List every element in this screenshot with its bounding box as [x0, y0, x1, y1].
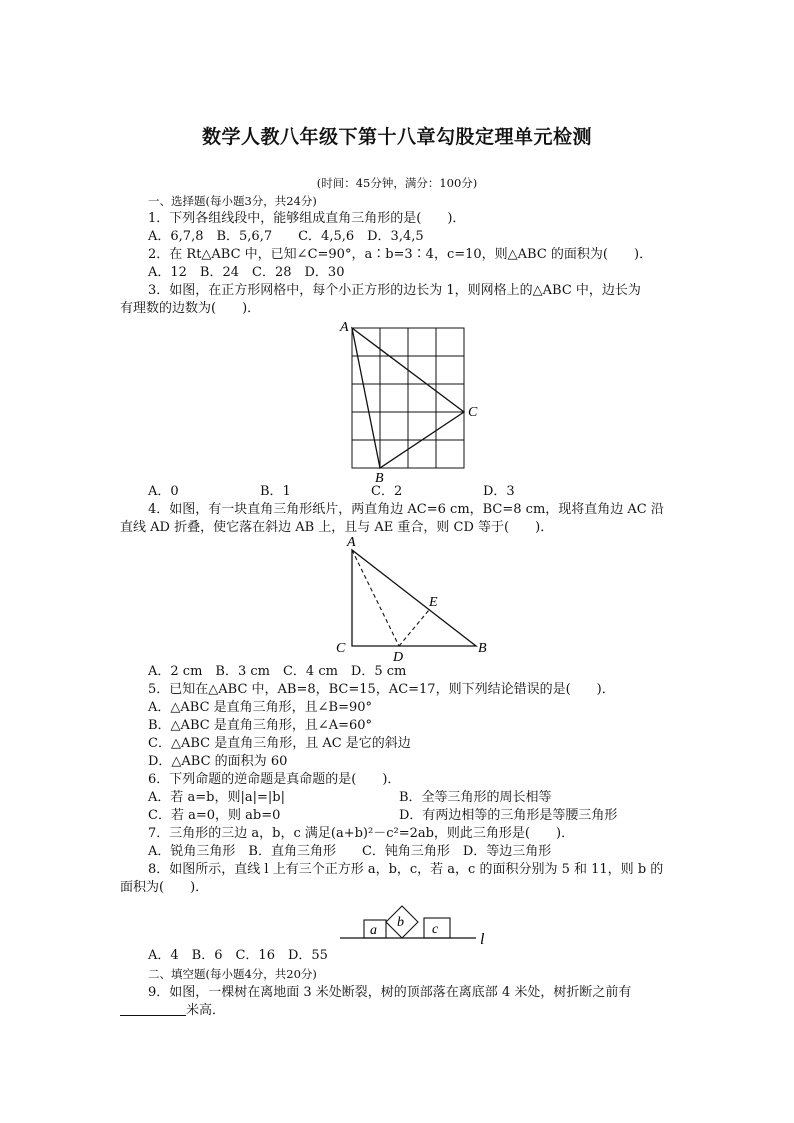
question-5-option-c: C．△ABC 是直角三角形，且 AC 是它的斜边	[148, 736, 411, 751]
vertex-label-c: C	[468, 405, 478, 420]
question-6-option-c: C．若 a=0，则 ab=0	[148, 808, 281, 823]
question-4-options: A．2 cm B．3 cm C．4 cm D．5 cm	[148, 664, 407, 679]
question-9-line-2	[120, 1003, 225, 1019]
question-6-option-b: B．全等三角形的周长相等	[399, 790, 552, 805]
vertex-label-a: A	[347, 535, 356, 550]
square-label-b: b	[397, 915, 404, 930]
question-8-line-2: 面积为( )．	[120, 880, 209, 895]
question-5-option-d: D．△ABC 的面积为 60	[148, 754, 288, 769]
question-5-option-b: B．△ABC 是直角三角形，且∠A=60°	[148, 718, 373, 733]
segment-de	[399, 610, 429, 646]
section-choice-heading: 一、选择题(每小题3分，共24分)	[148, 194, 317, 208]
question-4-line-1: 4．如图，有一块直角三角形纸片，两直角边 AC=6 cm，BC=8 cm，现将直角边 AC 沿	[148, 502, 664, 517]
page-title: 数学人教八年级下第十八章勾股定理单元检测	[201, 126, 592, 148]
answer-blank[interactable]	[120, 1003, 186, 1016]
question-5: 5．已知在△ABC 中，AB=8，BC=15，AC=17，则下列结论错误的是( )．	[148, 682, 615, 697]
question-1: 1．下列各组线段中，能够组成直角三角形的是( )．	[148, 211, 466, 226]
question-2: 2．在 Rt△ABC 中，已知∠C=90°，a∶b=3∶4，c=10，则△ABC 的面积为( )．	[148, 247, 653, 262]
question-6-option-d: D．有两边相等的三角形是等腰三角形	[399, 808, 618, 823]
fold-line-ad	[352, 550, 399, 646]
question-7: 7．三角形的三边 a，b，c 满足(a+b)²－c²=2ab，则此三角形是( )．	[148, 826, 575, 841]
question-5-option-a: A．△ABC 是直角三角形，且∠B=90°	[148, 700, 373, 715]
vertex-label-a: A	[340, 320, 349, 335]
question-3-option-b: B．1	[260, 484, 291, 499]
question-2-options: A．12 B．24 C．28 D．30	[148, 265, 345, 280]
question-7-options: A．锐角三角形 B．直角三角形 C．钝角三角形 D．等边三角形	[148, 844, 552, 859]
question-4-triangle-figure	[332, 534, 492, 664]
question-9-line-1: 9．如图，一棵树在离地面 3 米处断裂，树的顶部落在离底部 4 米处，树折断之前有	[148, 985, 632, 1000]
question-8-line-1: 8．如图所示，直线 l 上有三个正方形 a，b，c，若 a，c 的面积分别为 5 和 11，则 b 的	[148, 862, 664, 877]
vertex-label-b: B	[375, 471, 384, 486]
question-3-option-d: D．3	[483, 484, 515, 499]
question-3-line-2: 有理数的边数为( )．	[120, 301, 261, 316]
question-4-line-2: 直线 AD 折叠，使它落在斜边 AB 上，且与 AE 重合，则 CD 等于( )．	[120, 520, 554, 535]
question-9-line-2-text: 米高．	[186, 1003, 226, 1018]
question-3-grid-figure	[336, 314, 486, 486]
question-3-option-a: A．0	[148, 484, 179, 499]
square-label-a: a	[370, 923, 377, 938]
vertex-label-b: B	[478, 641, 487, 656]
triangle-acb	[352, 550, 476, 646]
grid-lines	[352, 328, 464, 468]
time-note: (时间：45分钟，满分：100分)	[316, 176, 478, 190]
question-8-options: A．4 B．6 C．16 D．55	[148, 948, 328, 963]
question-6: 6．下列命题的逆命题是真命题的是( )．	[148, 772, 401, 787]
square-label-c: c	[432, 922, 439, 937]
question-3-line-1: 3．如图，在正方形网格中，每个小正方形的边长为 1，则网格上的△ABC 中，边长为	[148, 283, 641, 298]
line-label-l: l	[480, 931, 485, 948]
question-3-option-c: C．2	[371, 484, 403, 499]
point-label-e: E	[429, 595, 438, 610]
question-1-options: A．6,7,8 B．5,6,7 C．4,5,6 D．3,4,5	[148, 229, 424, 244]
vertex-label-c: C	[336, 641, 346, 656]
point-label-d: D	[393, 650, 404, 664]
question-8-squares-figure	[336, 896, 496, 950]
question-6-option-a: A．若 a=b，则|a|=|b|	[148, 790, 285, 805]
section-fill-heading: 二、填空题(每小题4分，共20分)	[148, 967, 317, 981]
